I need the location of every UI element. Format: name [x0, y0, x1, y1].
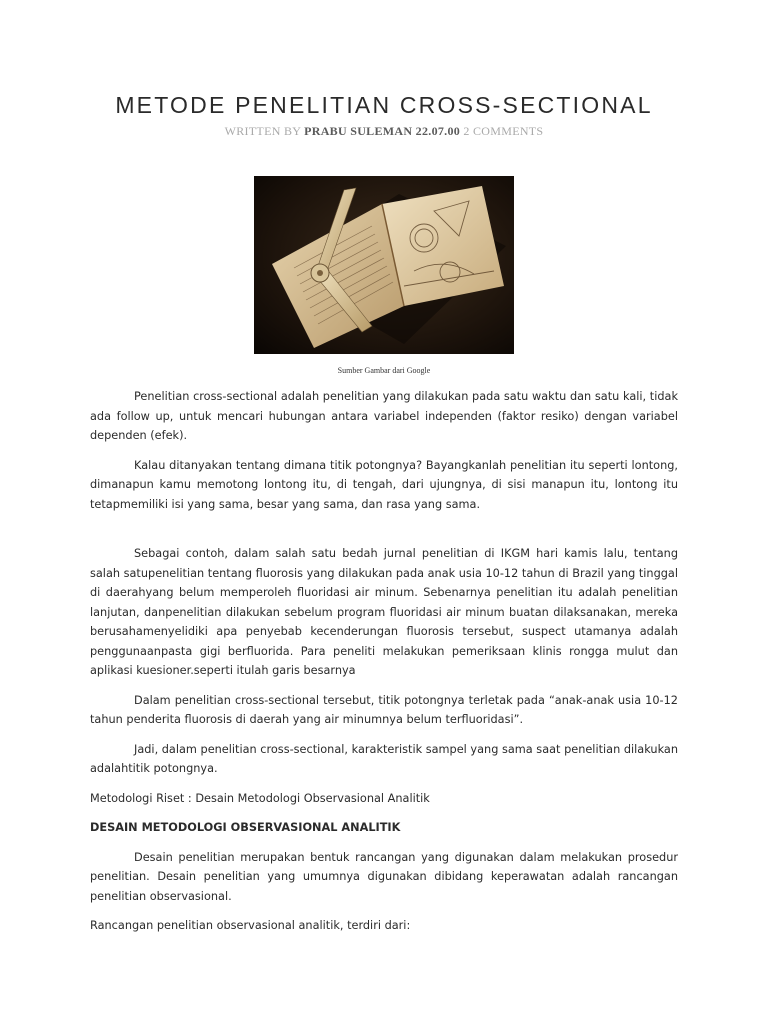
byline-comments: 2 COMMENTS	[463, 124, 544, 138]
byline-author: PRABU SULEMAN	[304, 124, 413, 138]
article-title: METODE PENELITIAN CROSS-SECTIONAL	[115, 92, 653, 118]
byline-date: 22.07.00	[415, 124, 461, 138]
paragraph-7: Rancangan penelitian observasional analitik, terdiri dari:	[90, 919, 411, 932]
figure-caption: Sumber Gambar dari Google	[337, 366, 431, 375]
paragraph-2: Kalau ditanyakan tentang dimana titik potongnya? Bayangkanlah penelitian itu seperti lontong, dimanapun kamu memotong lontong itu, di tengah, dari ujungnya, di sisi manapun itu, lontong itu tetapmemiliki isi yang sama, besar yang sama, dan rasa yang sama.	[90, 458, 678, 511]
section-heading: DESAIN METODOLOGI OBSERVASIONAL ANALITIK	[90, 821, 401, 834]
article-body	[90, 387, 678, 946]
open-book-with-compass-illustration-icon	[254, 176, 514, 354]
paragraph-1: Penelitian cross-sectional adalah penelitian yang dilakukan pada satu waktu dan satu kali, tidak ada follow up, untuk mencari hubungan antara variabel independen (faktor resiko) dengan variabel dependen (efek).	[90, 390, 678, 442]
article-figure	[254, 176, 514, 354]
paragraph-5: Jadi, dalam penelitian cross-sectional, karakteristik sampel yang sama saat penelitian dilakukan adalahtitik potongnya.	[90, 742, 678, 775]
paragraph-6: Desain penelitian merupakan bentuk rancangan yang digunakan dalam melakukan prosedur penelitian. Desain penelitian yang umumnya digunakan dibidang keperawatan adalah rancangan penelitian observasional.	[90, 850, 678, 903]
paragraph-3: Sebagai contoh, dalam salah satu bedah jurnal penelitian di IKGM hari kamis lalu, tentang salah satupenelitian tentang fluorosis yang dilakukan pada anak usia 10-12 tahun di Brazil yang tinggal di daerahyang belum memperoleh fluoridasi air minum. Sebenarnya penelitian itu adalah penelitian lanjutan, danpenelitian dilakukan sebelum program fluoridasi air minum buatan dilaksanakan, mereka berusahamenyelidiki apa penyebab kecenderungan fluorosis tersebut, suspect utamanya adalah penggunaanpasta gigi berfluorida. Para peneliti melakukan pemeriksaan klinis rongga mulut dan aplikasi kuesioner.seperti itulah garis besarnya	[90, 547, 678, 677]
byline-prefix: WRITTEN BY	[224, 124, 301, 138]
article-byline	[0, 124, 768, 139]
paragraph-4: Dalam penelitian cross-sectional tersebut, titik potongnya terletak pada “anak-anak usia 10-12 tahun penderita fluorosis di daerah yang air minumnya belum terfluoridasi”.	[90, 693, 678, 726]
section-subtitle: Metodologi Riset : Desain Metodologi Observasional Analitik	[90, 791, 430, 805]
